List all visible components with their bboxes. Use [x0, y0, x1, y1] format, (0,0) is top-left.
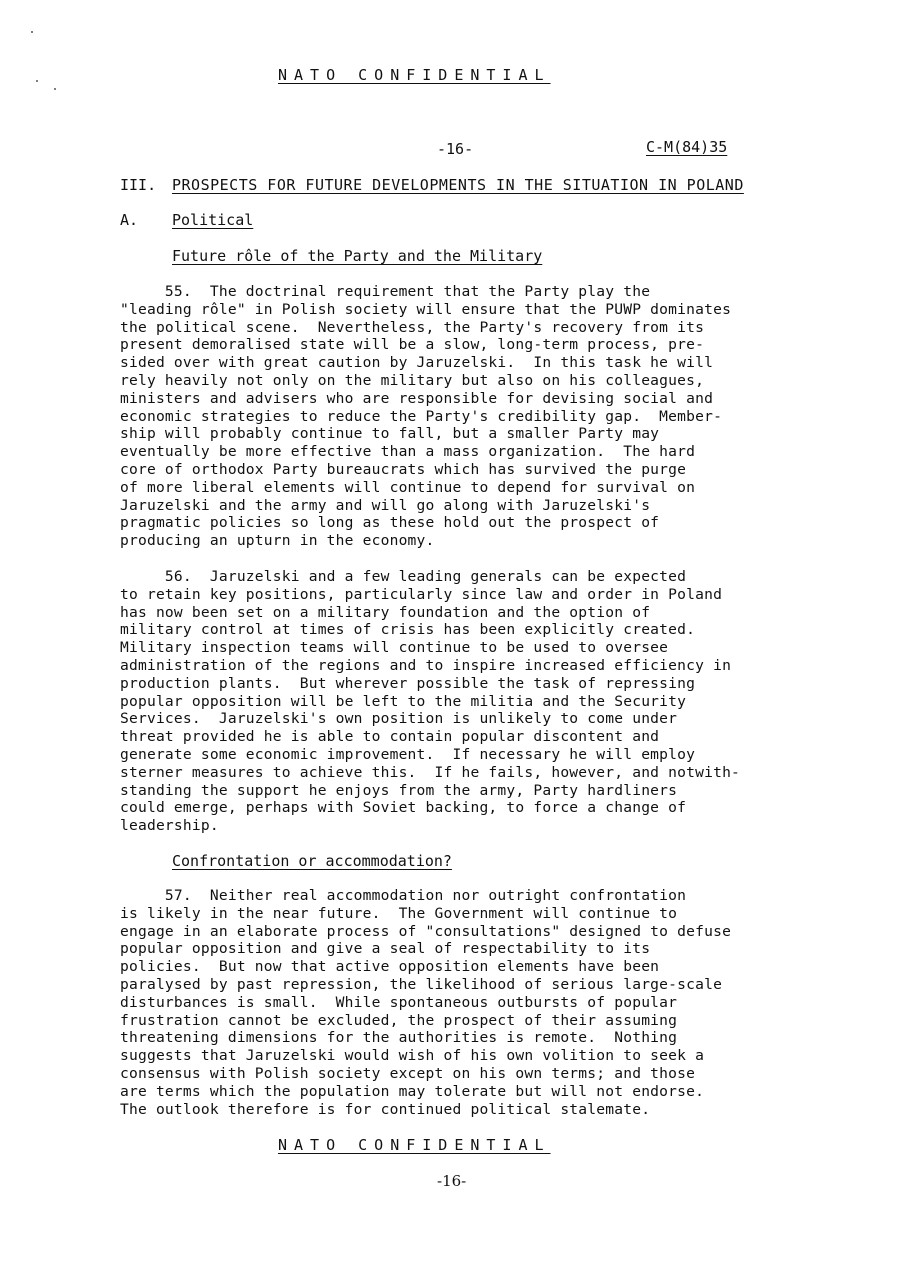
paragraph-line: economic strategies to reduce the Party's credibility gap. Member-: [120, 407, 723, 425]
header-classification: NATO CONFIDENTIAL: [278, 66, 551, 84]
paragraph-line: threatening dimensions for the authorities is remote. Nothing: [120, 1029, 678, 1047]
paragraph-line: eventually be more effective than a mass organization. The hard: [120, 443, 696, 461]
paragraph-line: "leading rôle" in Polish society will ensure that the PUWP dominates: [120, 300, 732, 318]
paragraph-line: ministers and advisers who are responsible for devising social and: [120, 389, 714, 407]
paragraph-line: Military inspection teams will continue to be used to oversee: [120, 639, 669, 657]
paragraph-56: [120, 568, 840, 835]
paragraph-55: [120, 283, 840, 550]
paragraph-line: Services. Jaruzelski's own position is unlikely to come under: [120, 710, 678, 728]
paragraph-line: the political scene. Nevertheless, the Party's recovery from its: [120, 318, 705, 336]
paragraph-line: production plants. But wherever possible the task of repressing: [120, 674, 696, 692]
footer-page-number: -16-: [437, 1172, 467, 1190]
paragraph-line: rely heavily not only on the military but also on his colleagues,: [120, 371, 705, 389]
paragraph-line: pragmatic policies so long as these hold out the prospect of: [120, 514, 660, 532]
paragraph-line: leadership.: [120, 817, 219, 835]
footer-classification: NATO CONFIDENTIAL: [278, 1136, 551, 1154]
paragraph-line: military control at times of crisis has been explicitly created.: [120, 621, 696, 639]
paragraph-line: standing the support he enjoys from the army, Party hardliners: [120, 781, 678, 799]
paragraph-line: present demoralised state will be a slow, long-term process, pre-: [120, 336, 705, 354]
paragraph-line: threat provided he is able to contain popular discontent and: [120, 728, 660, 746]
paragraph-line: policies. But now that active opposition elements have been: [120, 958, 660, 976]
paragraph-line: are terms which the population may tolerate but will not endorse.: [120, 1082, 705, 1100]
paragraph-line: disturbances is small. While spontaneous outbursts of popular: [120, 993, 678, 1011]
paragraph-line: ship will probably continue to fall, but a smaller Party may: [120, 425, 660, 443]
paragraph-line: is likely in the near future. The Government will continue to: [120, 904, 678, 922]
paragraph-line: engage in an elaborate process of "consultations" designed to defuse: [120, 922, 732, 940]
paragraph-line: popular opposition will be left to the militia and the Security: [120, 692, 687, 710]
paragraph-line: core of orthodox Party bureaucrats which has survived the purge: [120, 460, 687, 478]
paragraph-57: [120, 887, 840, 1118]
paragraph-line: 55. The doctrinal requirement that the Party play the: [120, 283, 651, 300]
paragraph-line: could emerge, perhaps with Soviet backing, to force a change of: [120, 799, 687, 817]
section-title: PROSPECTS FOR FUTURE DEVELOPMENTS IN THE SITUATION IN POLAND: [172, 176, 744, 194]
subsection-title: Political: [172, 211, 254, 229]
paragraph-line: The outlook therefore is for continued political stalemate.: [120, 1100, 651, 1118]
paragraph-line: paralysed by past repression, the likelihood of serious large-scale: [120, 975, 723, 993]
paragraph-line: popular opposition and give a seal of respectability to its: [120, 940, 651, 958]
paragraph-line: 56. Jaruzelski and a few leading generals can be expected: [120, 568, 687, 585]
scan-speck: [54, 88, 56, 90]
paragraph-line: sterner measures to achieve this. If he fails, however, and notwith-: [120, 763, 741, 781]
paragraph-line: to retain key positions, particularly since law and order in Poland: [120, 585, 723, 603]
subsection-letter: A.: [120, 211, 139, 229]
scan-speck: [36, 80, 38, 82]
topic-heading-party-military: Future rôle of the Party and the Military: [172, 247, 543, 265]
paragraph-line: generate some economic improvement. If necessary he will employ: [120, 745, 696, 763]
paragraph-line: suggests that Jaruzelski would wish of his own volition to seek a: [120, 1047, 705, 1065]
paragraph-line: has now been set on a military foundation and the option of: [120, 603, 651, 621]
paragraph-line: sided over with great caution by Jaruzelski. In this task he will: [120, 354, 714, 372]
paragraph-line: Jaruzelski and the army and will go along with Jaruzelski's: [120, 496, 651, 514]
section-number: III.: [120, 176, 157, 194]
scan-speck: [31, 31, 33, 33]
header-page-number: -16-: [437, 140, 474, 158]
header-document-ref: C-M(84)35: [646, 138, 728, 156]
paragraph-line: administration of the regions and to inspire increased efficiency in: [120, 656, 732, 674]
paragraph-line: consensus with Polish society except on his own terms; and those: [120, 1064, 696, 1082]
paragraph-line: producing an upturn in the economy.: [120, 532, 435, 550]
paragraph-line: 57. Neither real accommodation nor outright confrontation: [120, 887, 687, 904]
paragraph-line: frustration cannot be excluded, the prospect of their assuming: [120, 1011, 678, 1029]
topic-heading-confrontation: Confrontation or accommodation?: [172, 852, 452, 870]
paragraph-line: of more liberal elements will continue to depend for survival on: [120, 478, 696, 496]
